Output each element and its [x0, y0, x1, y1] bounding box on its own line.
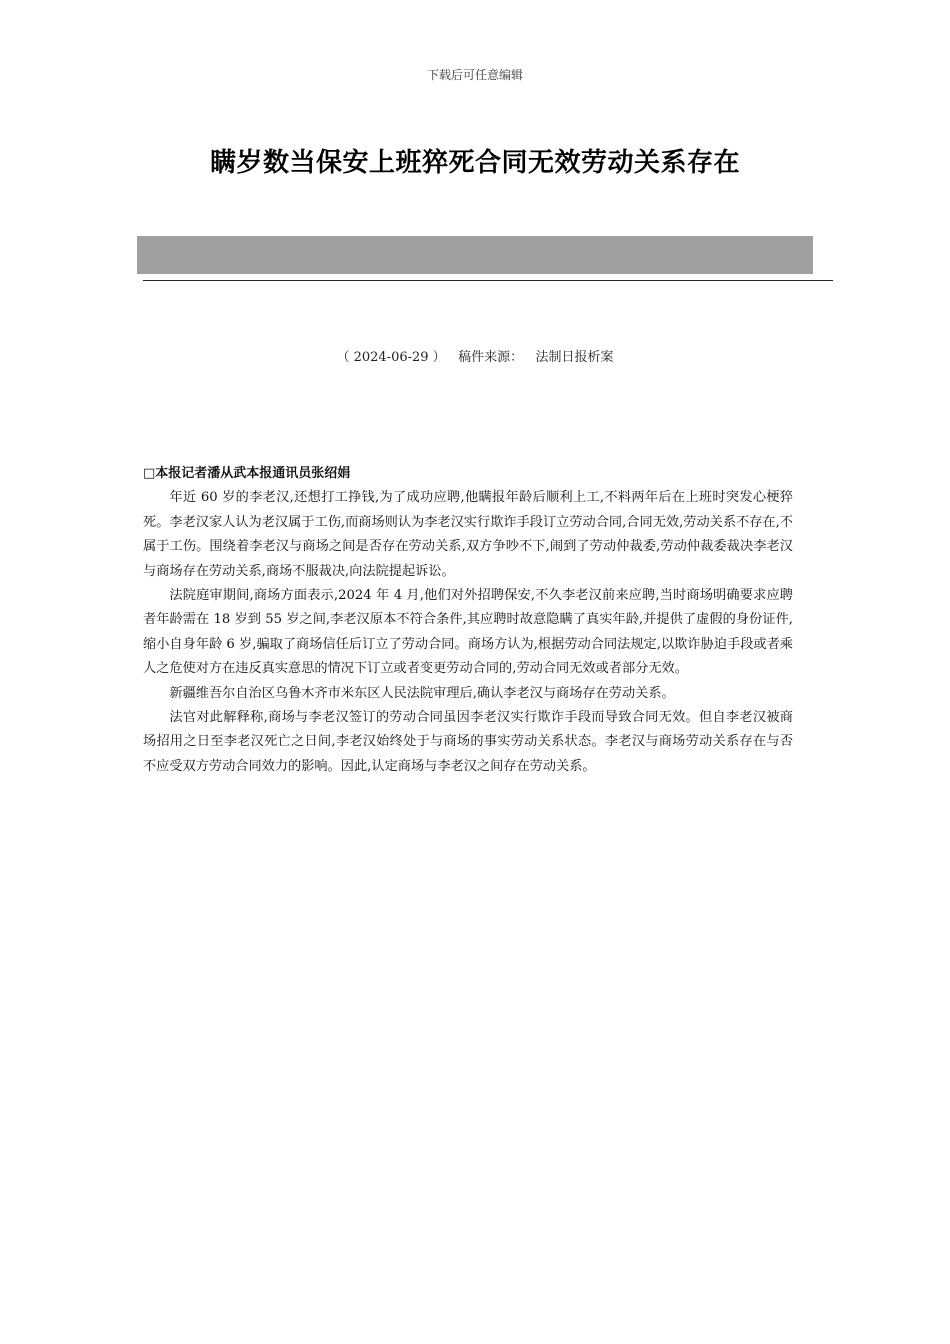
title-divider — [143, 280, 833, 281]
paragraph: 年近 60 岁的李老汉,还想打工挣钱,为了成功应聘,他瞒报年龄后顺利上工,不料两年后在上班时突发心梗猝死。李老汉家人认为老汉属于工伤,而商场则认为李老汉实行欺诈手段订立劳动合同,合同无效,劳动关系不存在,不属于工伤。围绕着李老汉与商场之间是否存在劳动关系,双方争吵不下,闹到了劳动仲裁委,劳动仲裁委裁决李老汉与商场存在劳动关系,商场不服裁决,向法院提起诉讼。 — [143, 490, 793, 579]
publish-date: （ 2024-06-29 ） — [336, 350, 446, 365]
source-name: 法制日报析案 — [535, 350, 614, 365]
paragraph: 法院庭审期间,商场方面表示,2024 年 4 月,他们对外招聘保安,不久李老汉前来应聘,当时商场明确要求应聘者年龄需在 18 岁到 55 岁之间,李老汉原本不符合条件,其应聘时故意隐瞒了真实年龄,并提供了虚假的身份证件,缩小自身年龄 6 岁,骗取了商场信任后订立了劳动合同。商场方认为,根据劳动合同法规定,以欺诈胁迫手段或者乘人之危使对方在违反真实意思的情况下订立或者变更劳动合同的,劳动合同无效或者部分无效。 — [143, 588, 793, 677]
article-body — [143, 462, 793, 779]
paragraph: 法官对此解释称,商场与李老汉签订的劳动合同虽因李老汉实行欺诈手段而导致合同无效。但自李老汉被商场招用之日至李老汉死亡之日间,李老汉始终处于与商场的事实劳动关系状态。李老汉与商场劳动关系存在与否不应受双方劳动合同效力的影响。因此,认定商场与李老汉之间存在劳动关系。 — [143, 710, 793, 774]
paragraph: 新疆维吾尔自治区乌鲁木齐市米东区人民法院审理后,确认李老汉与商场存在劳动关系。 — [169, 685, 675, 701]
byline: □本报记者潘从武本报通讯员张绍娟 — [143, 466, 351, 481]
article-title: 瞒岁数当保安上班猝死合同无效劳动关系存在 — [209, 148, 740, 178]
source-label: 稿件来源： — [458, 350, 524, 365]
header-note: 下载后可任意编辑 — [426, 68, 523, 82]
title-banner-bar — [137, 236, 813, 274]
article-meta — [0, 346, 950, 365]
